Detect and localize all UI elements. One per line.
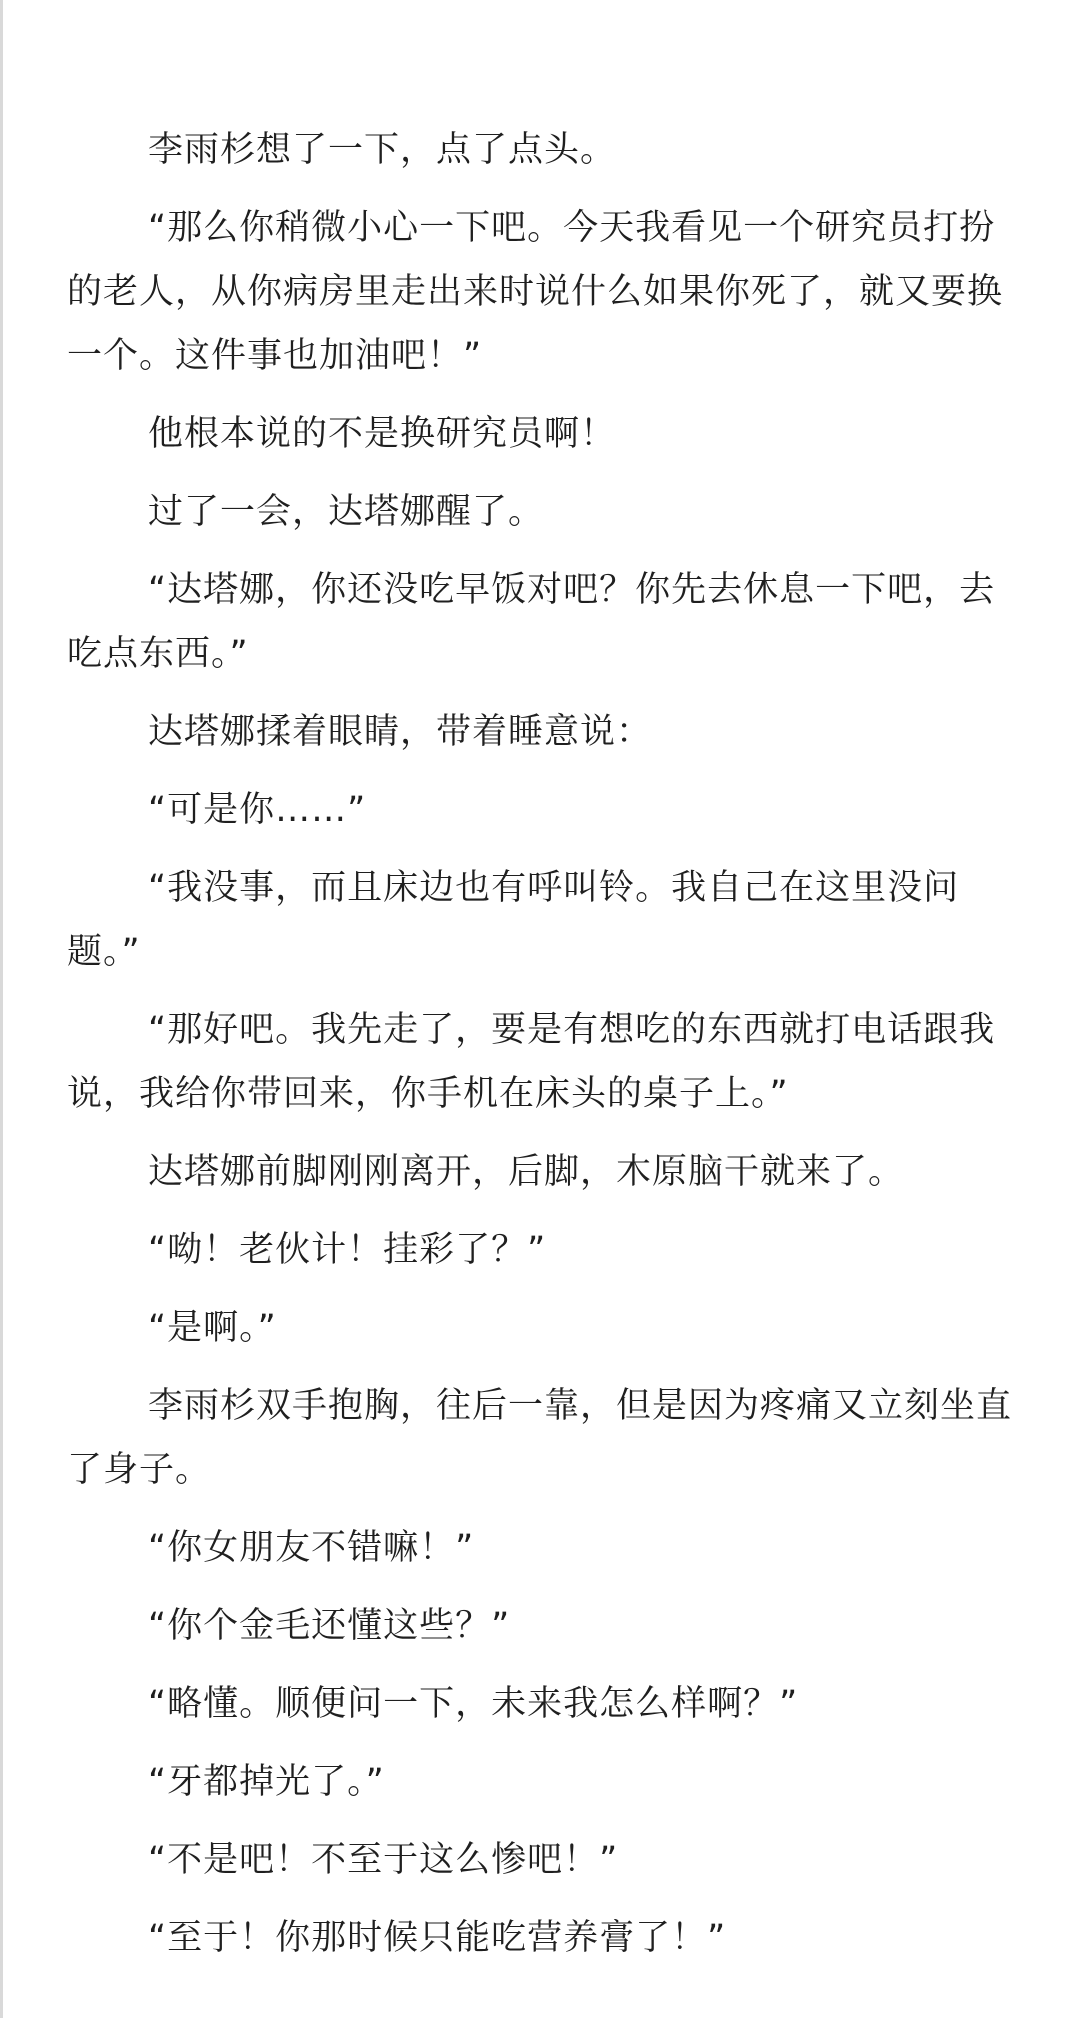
paragraph: “我没事，而且床边也有呼叫铃。我自己在这里没问题。” <box>67 868 960 972</box>
paragraph: 达塔娜揉着眼睛，带着睡意说： <box>148 712 653 752</box>
paragraph: “是啊。” <box>148 1308 277 1348</box>
paragraph: 李雨杉想了一下，点了点头。 <box>148 130 617 170</box>
page-edge <box>0 0 3 2018</box>
paragraph: “你女朋友不错嘛！” <box>148 1528 475 1568</box>
paragraph: “略懂。顺便问一下，未来我怎么样啊？” <box>148 1684 799 1724</box>
novel-text-content[interactable] <box>67 118 1017 1984</box>
paragraph: 达塔娜前脚刚刚离开，后脚，木原脑干就来了。 <box>148 1152 905 1192</box>
paragraph: “至于！你那时候只能吃营养膏了！” <box>148 1918 727 1958</box>
paragraph: “那好吧。我先走了，要是有想吃的东西就打电话跟我说，我给你带回来，你手机在床头的桌子上。” <box>67 1010 996 1114</box>
paragraph: “那么你稍微小心一下吧。今天我看见一个研究员打扮的老人，从你病房里走出来时说什么如果你死了，就又要换一个。这件事也加油吧！” <box>67 208 1004 376</box>
paragraph: 他根本说的不是换研究员啊！ <box>148 414 617 454</box>
paragraph: 过了一会，达塔娜醒了。 <box>148 492 545 532</box>
paragraph: “达塔娜，你还没吃早饭对吧？你先去休息一下吧，去吃点东西。” <box>67 570 996 674</box>
paragraph: “可是你……” <box>148 790 367 830</box>
paragraph: “不是吧！不至于这么惨吧！” <box>148 1840 619 1880</box>
paragraph: “你个金毛还懂这些？” <box>148 1606 511 1646</box>
paragraph: 李雨杉双手抱胸，往后一靠，但是因为疼痛又立刻坐直了身子。 <box>67 1386 1013 1490</box>
paragraph: “呦！老伙计！挂彩了？” <box>148 1230 547 1270</box>
paragraph: “牙都掉光了。” <box>148 1762 385 1802</box>
